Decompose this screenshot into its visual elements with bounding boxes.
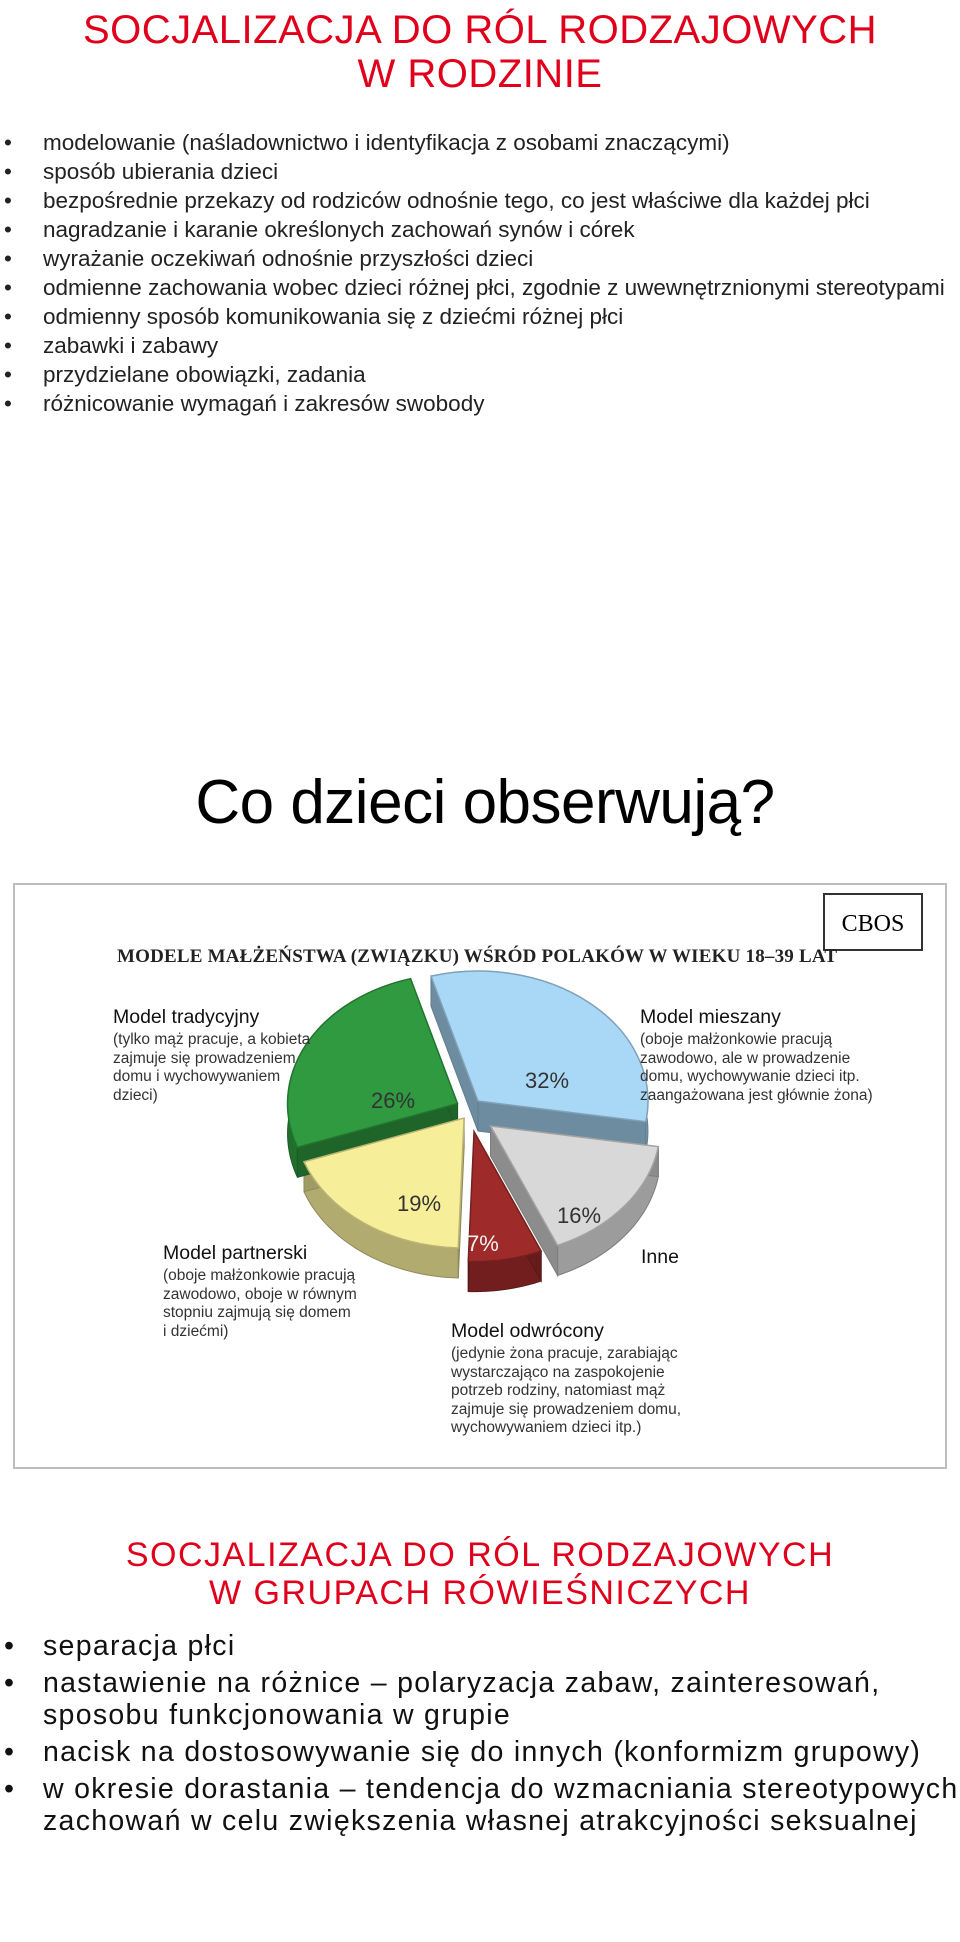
list-item: • odmienne zachowania wobec dzieci różnej płci, zgodnie z uwewnętrznionymi stereotypami [0, 275, 960, 300]
section1-title-line2: W RODZINIE [357, 52, 603, 96]
list-item: • nastawienie na różnice – polaryzacja zabaw, zainteresowań, sposobu funkcjonowania w grupie [0, 1667, 960, 1731]
chart-title: MODELE MAŁŻEŃSTWA (ZWIĄZKU) WŚRÓD POLAKÓW W WIEKU 18–39 LAT [117, 946, 838, 967]
section1-title [0, 8, 960, 96]
slice-label-tradycyjny: 26% [371, 1088, 416, 1113]
list-item: • różnicowanie wymagań i zakresów swobody [0, 391, 960, 416]
section1-title-line1: SOCJALIZACJA DO RÓL RODZAJOWYCH [82, 8, 878, 52]
section2-title-line2: W GRUPACH RÓWIEŚNICZYCH [209, 1574, 751, 1612]
list-item: • odmienny sposób komunikowania się z dziećmi różnej płci [0, 304, 960, 329]
label-partnerski-desc: (oboje małżonkowie pracują zawodowo, oboje w równym stopniu zajmują się domem i dziećmi) [163, 1267, 357, 1340]
list-item: • wyrażanie oczekiwań odnośnie przyszłości dzieci [0, 246, 960, 271]
list-item: • sposób ubierania dzieci [0, 159, 960, 184]
section2-title-line1: SOCJALIZACJA DO RÓL RODZAJOWYCH [125, 1536, 835, 1574]
list-item: • modelowanie (naśladownictwo i identyfikacja z osobami znaczącymi) [0, 130, 960, 155]
list-item: • w okresie dorastania – tendencja do wzmacniania stereotypowych zachowań w celu zwiększenia własnej atrakcyjności seksualnej [0, 1773, 960, 1837]
label-odwrocony-desc: (jedynie żona pracuje, zarabiając wystarczająco na zaspokojenie potrzeb rodziny, natomiast mąż zajmuje się prowadzeniem domu, wychowywaniem dzieci itp.) [451, 1345, 682, 1436]
slice-label-odwrocony: 7% [467, 1231, 499, 1256]
label-partnerski-name: Model partnerski [163, 1242, 308, 1264]
label-inne-name: Inne [641, 1246, 679, 1268]
list-item: • separacja płci [0, 1630, 960, 1662]
list-item: • bezpośrednie przekazy od rodziców odnośnie tego, co jest właściwe dla każdej płci [0, 188, 960, 213]
section2-bullet-list [0, 1630, 960, 1842]
label-tradycyjny-desc: (tylko mąż pracuje, a kobieta zajmuje się prowadzeniem domu i wychowywaniem dzieci) [113, 1031, 311, 1104]
section1-bullet-list [0, 130, 960, 420]
slice-label-inne: 16% [557, 1203, 602, 1228]
list-item: • zabawki i zabawy [0, 333, 960, 358]
list-item: • przydzielane obowiązki, zadania [0, 362, 960, 387]
question-heading: Co dzieci obserwują? [195, 768, 775, 837]
list-item: • nagradzanie i karanie określonych zachowań synów i córek [0, 217, 960, 242]
section2-title [0, 1536, 960, 1612]
slice-label-mieszany: 32% [525, 1068, 570, 1093]
label-odwrocony-name: Model odwrócony [451, 1320, 604, 1342]
list-item: • nacisk na dostosowywanie się do innych (konformizm grupowy) [0, 1736, 960, 1768]
chart-panel [13, 883, 947, 1469]
slice-mieszany [431, 971, 648, 1122]
slice-label-partnerski: 19% [397, 1191, 442, 1216]
label-mieszany-desc: (oboje małżonkowie pracują zawodowo, ale w prowadzenie domu, wychowywanie dzieci itp. zaangażowana jest głównie żona) [640, 1031, 873, 1104]
source-logo: CBOS [823, 893, 923, 951]
label-mieszany-name: Model mieszany [640, 1006, 781, 1028]
label-tradycyjny-name: Model tradycyjny [113, 1006, 260, 1028]
